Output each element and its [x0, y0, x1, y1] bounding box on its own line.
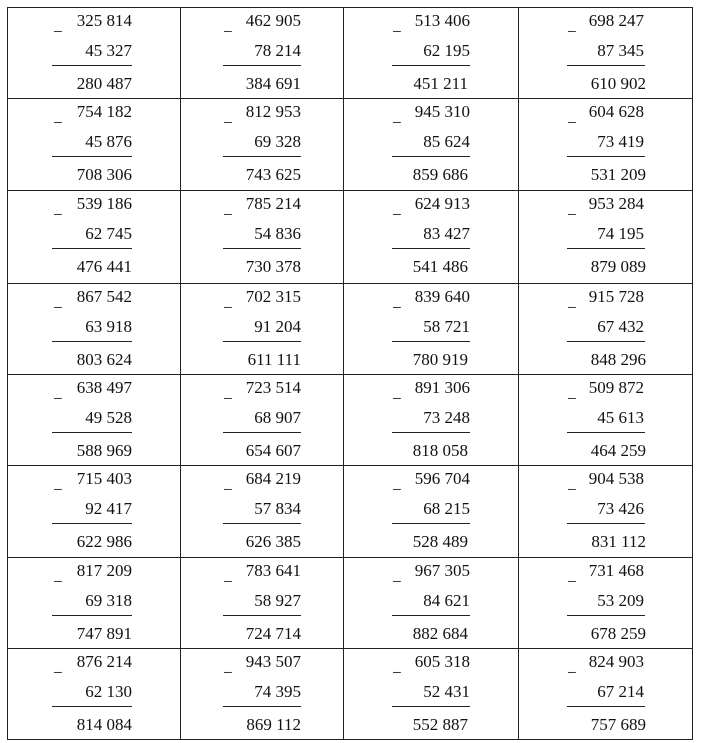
subtrahend: 73 426 — [597, 499, 644, 518]
subtraction-problem-cell — [8, 649, 181, 740]
minuend: 638 497 — [76, 378, 132, 397]
subtraction-problem-cell — [8, 191, 181, 284]
subtraction-problem-cell — [344, 8, 519, 99]
subtraction-problem-cell — [519, 191, 693, 284]
result-line — [392, 65, 470, 66]
subtrahend: 67 432 — [597, 317, 644, 336]
result-line — [567, 523, 645, 524]
minus-sign: − — [567, 389, 577, 408]
subtrahend: 69 328 — [254, 132, 301, 151]
minuend: 624 913 — [414, 194, 470, 213]
minus-sign: − — [223, 389, 233, 408]
minus-sign: − — [223, 663, 233, 682]
minus-sign: − — [223, 298, 233, 317]
worksheet-row — [8, 284, 693, 375]
minuend: 824 903 — [588, 652, 644, 671]
minuend: 605 318 — [414, 652, 470, 671]
subtrahend: 45 327 — [85, 41, 132, 60]
worksheet-row — [8, 466, 693, 558]
difference-result: 588 969 — [76, 441, 132, 460]
difference-result: 757 689 — [590, 715, 646, 734]
subtrahend: 68 907 — [254, 408, 301, 427]
minuend: 539 186 — [76, 194, 132, 213]
result-line — [223, 65, 301, 66]
minuend: 891 306 — [414, 378, 470, 397]
subtrahend: 74 395 — [254, 682, 301, 701]
subtrahend: 54 836 — [254, 224, 301, 243]
result-line — [567, 615, 645, 616]
subtrahend: 62 195 — [423, 41, 470, 60]
subtraction-problem-cell — [519, 558, 693, 649]
minus-sign: − — [53, 663, 63, 682]
result-line — [223, 432, 301, 433]
subtrahend: 92 417 — [85, 499, 132, 518]
minuend: 715 403 — [76, 469, 132, 488]
result-line — [567, 432, 645, 433]
result-line — [52, 615, 132, 616]
minuend: 915 728 — [588, 287, 644, 306]
result-line — [392, 432, 470, 433]
result-line — [567, 341, 645, 342]
result-line — [52, 156, 132, 157]
subtraction-problem-cell — [519, 8, 693, 99]
difference-result: 780 919 — [412, 350, 468, 369]
difference-result: 724 714 — [245, 624, 301, 643]
minuend: 904 538 — [588, 469, 644, 488]
minuend: 509 872 — [588, 378, 644, 397]
subtrahend: 87 345 — [597, 41, 644, 60]
minuend: 943 507 — [245, 652, 301, 671]
minuend: 604 628 — [588, 102, 644, 121]
minuend: 967 305 — [414, 561, 470, 580]
minuend: 462 905 — [245, 11, 301, 30]
minus-sign: − — [392, 663, 402, 682]
subtrahend: 73 248 — [423, 408, 470, 427]
result-line — [392, 615, 470, 616]
subtrahend: 85 624 — [423, 132, 470, 151]
difference-result: 818 058 — [412, 441, 468, 460]
subtraction-problem-cell — [344, 558, 519, 649]
subtrahend: 62 130 — [85, 682, 132, 701]
minus-sign: − — [567, 480, 577, 499]
subtraction-problem-cell — [8, 99, 181, 191]
minus-sign: − — [53, 205, 63, 224]
subtrahend: 78 214 — [254, 41, 301, 60]
subtrahend: 49 528 — [85, 408, 132, 427]
result-line — [223, 706, 301, 707]
subtraction-problem-cell — [519, 99, 693, 191]
subtrahend: 68 215 — [423, 499, 470, 518]
difference-result: 541 486 — [412, 257, 468, 276]
difference-result: 552 887 — [412, 715, 468, 734]
minuend: 325 814 — [76, 11, 132, 30]
minuend: 783 641 — [245, 561, 301, 580]
minus-sign: − — [392, 22, 402, 41]
result-line — [52, 523, 132, 524]
difference-result: 882 684 — [412, 624, 468, 643]
subtraction-problem-cell — [181, 466, 344, 558]
subtraction-problem-cell — [344, 649, 519, 740]
difference-result: 859 686 — [412, 165, 468, 184]
subtraction-problem-cell — [181, 8, 344, 99]
subtraction-problem-cell — [344, 191, 519, 284]
subtrahend: 62 745 — [85, 224, 132, 243]
subtraction-problem-cell — [8, 284, 181, 375]
minus-sign: − — [53, 480, 63, 499]
difference-result: 451 211 — [413, 74, 468, 93]
minus-sign: − — [53, 389, 63, 408]
minuend: 945 310 — [414, 102, 470, 121]
minus-sign: − — [53, 22, 63, 41]
difference-result: 831 112 — [591, 532, 646, 551]
minuend: 702 315 — [245, 287, 301, 306]
minus-sign: − — [567, 663, 577, 682]
difference-result: 528 489 — [412, 532, 468, 551]
result-line — [567, 156, 645, 157]
minus-sign: − — [392, 480, 402, 499]
minuend: 684 219 — [245, 469, 301, 488]
result-line — [223, 341, 301, 342]
subtraction-problem-cell — [519, 466, 693, 558]
result-line — [392, 341, 470, 342]
result-line — [567, 65, 645, 66]
subtrahend: 91 204 — [254, 317, 301, 336]
minuend: 723 514 — [245, 378, 301, 397]
subtraction-problem-cell — [344, 466, 519, 558]
result-line — [392, 156, 470, 157]
difference-result: 622 986 — [76, 532, 132, 551]
minus-sign: − — [392, 389, 402, 408]
difference-result: 869 112 — [246, 715, 301, 734]
subtrahend: 45 876 — [85, 132, 132, 151]
subtraction-problem-cell — [181, 649, 344, 740]
difference-result: 531 209 — [590, 165, 646, 184]
minus-sign: − — [392, 298, 402, 317]
subtraction-problem-cell — [8, 466, 181, 558]
minuend: 953 284 — [588, 194, 644, 213]
difference-result: 280 487 — [76, 74, 132, 93]
minuend: 596 704 — [414, 469, 470, 488]
minus-sign: − — [392, 572, 402, 591]
minuend: 785 214 — [245, 194, 301, 213]
subtrahend: 73 419 — [597, 132, 644, 151]
difference-result: 384 691 — [245, 74, 301, 93]
result-line — [223, 248, 301, 249]
worksheet-row — [8, 558, 693, 649]
subtraction-problem-cell — [8, 375, 181, 466]
subtrahend: 53 209 — [597, 591, 644, 610]
difference-result: 803 624 — [76, 350, 132, 369]
minus-sign: − — [223, 22, 233, 41]
minuend: 754 182 — [76, 102, 132, 121]
worksheet-row — [8, 99, 693, 191]
minus-sign: − — [392, 205, 402, 224]
result-line — [52, 65, 132, 66]
difference-result: 626 385 — [245, 532, 301, 551]
subtrahend: 63 918 — [85, 317, 132, 336]
difference-result: 848 296 — [590, 350, 646, 369]
subtrahend: 74 195 — [597, 224, 644, 243]
subtraction-problem-cell — [344, 375, 519, 466]
worksheet-row — [8, 375, 693, 466]
subtraction-problem-cell — [181, 99, 344, 191]
worksheet-row — [8, 649, 693, 740]
difference-result: 678 259 — [590, 624, 646, 643]
worksheet-row — [8, 191, 693, 284]
worksheet-row — [8, 8, 693, 99]
subtraction-problem-cell — [8, 8, 181, 99]
subtraction-worksheet-table — [7, 7, 693, 740]
subtraction-problem-cell — [181, 375, 344, 466]
difference-result: 476 441 — [76, 257, 132, 276]
result-line — [392, 523, 470, 524]
subtraction-problem-cell — [519, 284, 693, 375]
subtraction-problem-cell — [519, 375, 693, 466]
subtrahend: 69 318 — [85, 591, 132, 610]
result-line — [392, 706, 470, 707]
minus-sign: − — [53, 113, 63, 132]
difference-result: 879 089 — [590, 257, 646, 276]
minuend: 698 247 — [588, 11, 644, 30]
subtraction-problem-cell — [344, 99, 519, 191]
minus-sign: − — [567, 22, 577, 41]
result-line — [52, 341, 132, 342]
worksheet-body — [8, 8, 693, 740]
minuend: 817 209 — [76, 561, 132, 580]
subtrahend: 58 721 — [423, 317, 470, 336]
minus-sign: − — [567, 113, 577, 132]
subtraction-problem-cell — [8, 558, 181, 649]
minuend: 513 406 — [414, 11, 470, 30]
minus-sign: − — [53, 298, 63, 317]
minus-sign: − — [223, 113, 233, 132]
subtrahend: 84 621 — [423, 591, 470, 610]
subtrahend: 83 427 — [423, 224, 470, 243]
result-line — [52, 706, 132, 707]
subtrahend: 58 927 — [254, 591, 301, 610]
subtraction-problem-cell — [181, 284, 344, 375]
difference-result: 814 084 — [76, 715, 132, 734]
result-line — [392, 248, 470, 249]
subtraction-problem-cell — [181, 558, 344, 649]
difference-result: 708 306 — [76, 165, 132, 184]
result-line — [223, 156, 301, 157]
minuend: 867 542 — [76, 287, 132, 306]
difference-result: 610 902 — [590, 74, 646, 93]
minuend: 812 953 — [245, 102, 301, 121]
minus-sign: − — [223, 572, 233, 591]
minuend: 731 468 — [588, 561, 644, 580]
minuend: 876 214 — [76, 652, 132, 671]
minus-sign: − — [223, 205, 233, 224]
minus-sign: − — [567, 572, 577, 591]
minus-sign: − — [53, 572, 63, 591]
result-line — [52, 432, 132, 433]
difference-result: 743 625 — [245, 165, 301, 184]
difference-result: 611 111 — [247, 350, 301, 369]
difference-result: 464 259 — [590, 441, 646, 460]
subtraction-problem-cell — [344, 284, 519, 375]
result-line — [567, 706, 645, 707]
result-line — [223, 615, 301, 616]
subtrahend: 57 834 — [254, 499, 301, 518]
minuend: 839 640 — [414, 287, 470, 306]
subtraction-problem-cell — [181, 191, 344, 284]
result-line — [52, 248, 132, 249]
difference-result: 654 607 — [245, 441, 301, 460]
difference-result: 747 891 — [76, 624, 132, 643]
minus-sign: − — [567, 205, 577, 224]
result-line — [223, 523, 301, 524]
minus-sign: − — [392, 113, 402, 132]
subtraction-problem-cell — [519, 649, 693, 740]
result-line — [567, 248, 645, 249]
difference-result: 730 378 — [245, 257, 301, 276]
subtrahend: 52 431 — [423, 682, 470, 701]
subtrahend: 45 613 — [597, 408, 644, 427]
minus-sign: − — [567, 298, 577, 317]
minus-sign: − — [223, 480, 233, 499]
subtrahend: 67 214 — [597, 682, 644, 701]
